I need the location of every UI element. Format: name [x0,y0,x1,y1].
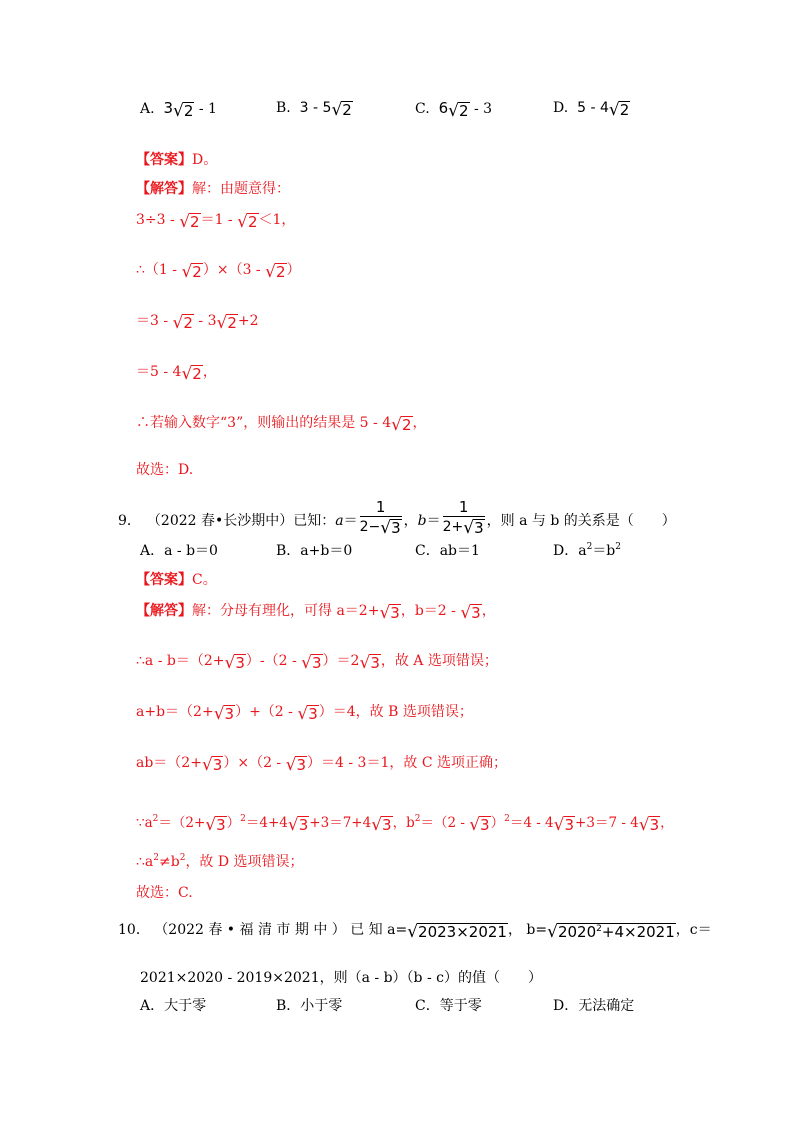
q9-answer: 【答案】C。 [136,572,217,588]
q9-option-b: B．a+b＝0 [276,543,353,559]
q8-option-b: B. 3 - 5 √ 2 [276,100,352,120]
q9-option-c: C．ab＝1 [415,543,480,559]
q8-choice: 故选：D. [136,462,194,478]
q9-step-3: a+b＝（2+ √ 3 ）+（2 - √ 3 ）＝4，故 B 选项错误； [136,704,473,724]
q8-answer: 【答案】D。 [136,152,218,168]
q9-step-2: ∴a - b＝（2+ √ 3 ）-（2 - √ 3 ）＝2 √ 3 ，故 A 选项错误； [136,653,498,673]
q10-stem-line2: 2021×2020 - 2019×2021，则（a - b）（b - c）的值（ ） [140,970,542,986]
q8-step-1: 3÷3 - √ 2 ＝1 - √ 2 ＜1， [136,212,296,232]
q8-analysis: 【解答】解：由题意得： [136,181,290,197]
q9-option-d: D．$a^2=b^2$ [553,542,622,559]
q8-conclusion: ∴若输入数字“3”，则输出的结果是 5 - 4 √ 2 ， [136,415,427,435]
q8-option-d: D. 5 - 4 √ 2 [553,100,630,120]
q10-option-c: C．等于零 [415,998,482,1014]
q8-option-c: C. 6 √ 2 - 3 [415,99,493,121]
q8-step-3: ＝3 - √ 2 - 3 √ 2 +2 [136,313,259,333]
q9-step-1: 【解答】解：分母有理化，可得 a＝2+ √ 3 ，b＝2 - √ 3 ， [136,603,496,623]
q9-stem: 9． （2022 春•长沙期中）已知： a ＝ 1 2− √ 3 ， b ＝ 1 2+ √ 3 ，则 a 与 b 的关系是（ ） [118,497,676,538]
q9-option-a: A．a - b＝0 [140,543,218,559]
q10-option-d: D．无法确定 [553,998,635,1014]
q9-choice: 故选：C. [136,885,193,901]
q10-option-b: B．小于零 [276,998,343,1014]
q8-step-2: ∴（1 - √ 2 ）×（3 - √ 2 ） [136,262,301,282]
q10-stem: 10． （2022 春 • 福 清 市 期 中 ） 已 知 a= √ 2023×2021 ， b= √ $2020^2+4\times 2021$ ，c＝ [118,922,712,942]
q9-step-4: ab＝（2+ √ 3 ）×（2 - √ 3 ）＝4 - 3＝1，故 C 选项正确； [136,755,507,775]
radical: √ 2 [173,101,194,121]
q8-step-4: ＝5 - 4 √ 2 ， [136,364,217,384]
fraction-a: 1 2− √ 3 [359,497,401,538]
q10-option-a: A．大于零 [140,998,207,1014]
q9-step-6: $\therefore a^2\ne b^2$，故 D 选项错误； [136,853,304,870]
q9-step-5: $\because a^2=(2+$ √ 3 ）$^2$＝4+4 √ 3 +3＝7+4 √ 3 ，$b^2=(2$ - √ 3 ）$^2$＝4 - 4 √ 3 +3＝7 - 4 √ 3 ， [136,814,674,835]
q8-option-a: A. 3 √ 2 - 1 [140,99,217,121]
fraction-b: 1 2+ √ 3 [442,497,484,538]
